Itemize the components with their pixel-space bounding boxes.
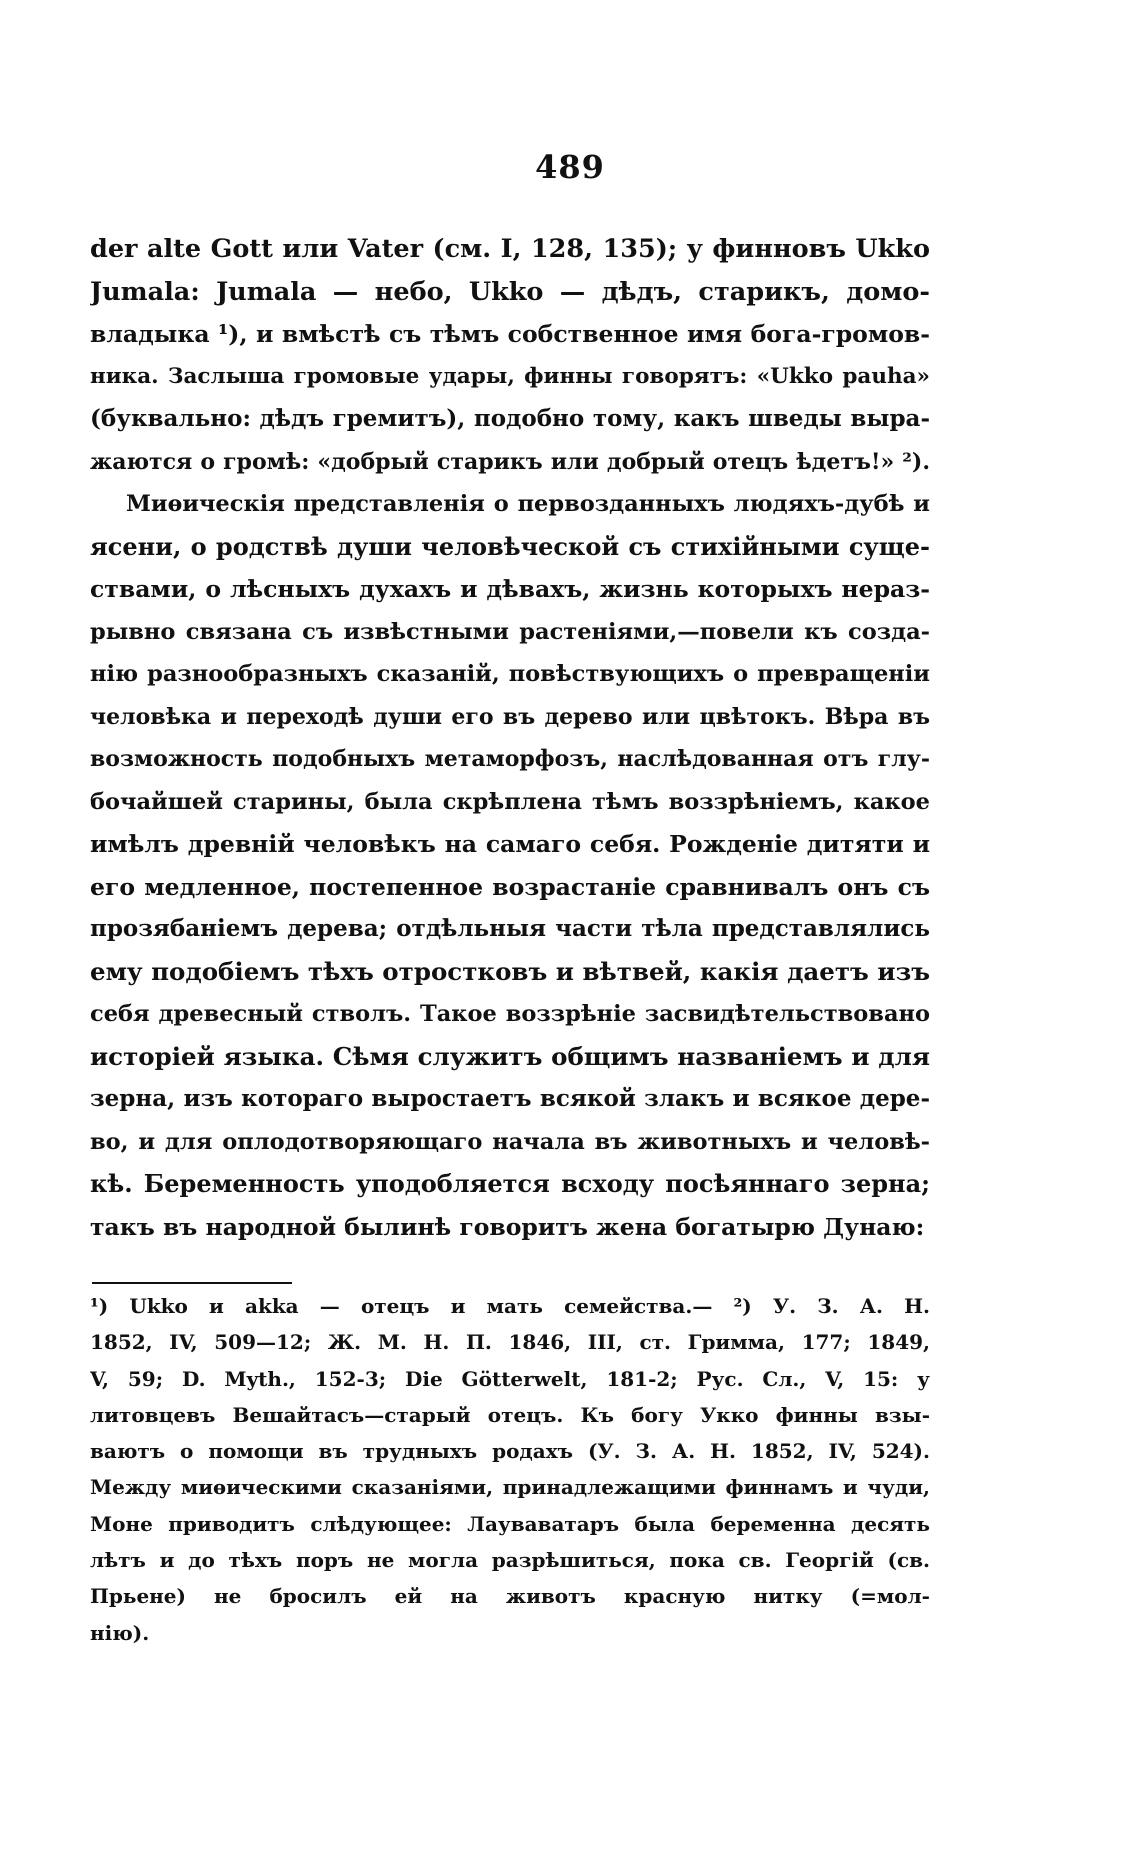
footnote-line: Между миѳическими сказаніями, принадлежащими финнамъ и чуди, <box>90 1475 930 1500</box>
footnote-line: ваютъ о помощи въ трудныхъ родахъ (У. З. А. Н. 1852, IV, 524). <box>90 1439 930 1464</box>
text-line: (буквально: дѣдъ гремитъ), подобно тому, какъ шведы выра- <box>90 405 930 432</box>
text-line: зерна, изъ котораго выростаетъ всякой злакъ и всякое дере- <box>90 1085 930 1112</box>
text-line: нію разнообразныхъ сказаній, повѣствующихъ о превращеніи <box>90 661 930 687</box>
footnote-line: литовцевъ Вешайтасъ—старый отецъ. Къ богу Укко финны взы- <box>90 1402 930 1427</box>
footnotes <box>90 1288 930 1651</box>
text-line: имѣлъ древній человѣкъ на самаго себя. Рожденіе дитяти и <box>90 830 930 858</box>
text-line: во, и для оплодотворяющаго начала въ животныхъ и человѣ- <box>90 1128 930 1155</box>
text-line: ему подобіемъ тѣхъ отростковъ и вѣтвей, какія даетъ изъ <box>90 956 930 986</box>
footnote-line: нію). <box>90 1620 150 1645</box>
text-line: рывно связана съ извѣстными растеніями,—повели къ созда- <box>90 618 930 645</box>
text-line: такъ въ народной былинѣ говоритъ жена богатырю Дунаю: <box>90 1212 925 1241</box>
footnote-line: ¹) Ukko и akka — отецъ и мать семейства.— ²) У. З. А. Н. <box>90 1294 930 1318</box>
footnote-line: 1852, IV, 509—12; Ж. М. Н. П. 1846, III, ст. Гримма, 177; 1849, <box>90 1330 930 1355</box>
text-line: Jumala: Jumala — небо, Ukko — дѣдъ, старикъ, домо- <box>90 276 930 307</box>
text-line: прозябаніемъ дерева; отдѣльныя части тѣла представлялись <box>90 915 930 942</box>
text-line: жаются о громѣ: «добрый старикъ или добрый отецъ ѣдетъ!» ²). <box>90 448 930 475</box>
text-line: человѣка и переходѣ души его въ дерево или цвѣтокъ. Вѣра въ <box>90 703 930 730</box>
footnote-line: Моне приводитъ слѣдующее: Лауваватаръ была беременна десять <box>90 1511 930 1536</box>
text-line: кѣ. Беременность уподобляется всходу посѣяннаго зерна; <box>90 1169 930 1198</box>
footnote-line: лѣтъ и до тѣхъ поръ не могла разрѣшиться, пока св. Георгій (св. <box>90 1548 930 1573</box>
footnote-divider <box>92 1282 292 1284</box>
text-line: der alte Gott или Vater (см. I, 128, 135); у финновъ Ukko <box>90 234 930 264</box>
text-line: возможность подобныхъ метаморфозъ, наслѣдованная отъ глу- <box>90 746 930 772</box>
text-line: владыка ¹), и вмѣстѣ съ тѣмъ собственное имя бога-громов- <box>90 320 930 348</box>
text-line: себя древесный стволъ. Такое воззрѣніе засвидѣтельствовано <box>90 1001 930 1027</box>
main-text <box>90 228 930 1248</box>
page-number: 489 <box>535 148 605 186</box>
footnote-line: Прьене) не бросилъ ей на животъ красную нитку (=мол- <box>90 1584 930 1609</box>
text-line: ствами, о лѣсныхъ духахъ и дѣвахъ, жизнь которыхъ нераз- <box>90 575 930 603</box>
text-line: Миѳическія представленія о первозданныхъ людяхъ-дубѣ и <box>126 491 930 517</box>
text-line: бочайшей старины, была скрѣплена тѣмъ воззрѣніемъ, какое <box>90 788 930 815</box>
text-line: исторіей языка. Сѣмя служитъ общимъ названіемъ и для <box>90 1041 930 1071</box>
text-line: его медленное, постепенное возрастаніе сравнивалъ онъ съ <box>90 872 930 901</box>
text-line: ясени, о родствѣ души человѣческой съ стихійными суще- <box>90 531 930 561</box>
text-line: ника. Заслыша громовые удары, финны говорятъ: «Ukko pauha» <box>90 363 930 389</box>
footnote-line: V, 59; D. Myth., 152-3; Die Götterwelt, 181-2; Рус. Сл., V, 15: у <box>90 1366 930 1391</box>
